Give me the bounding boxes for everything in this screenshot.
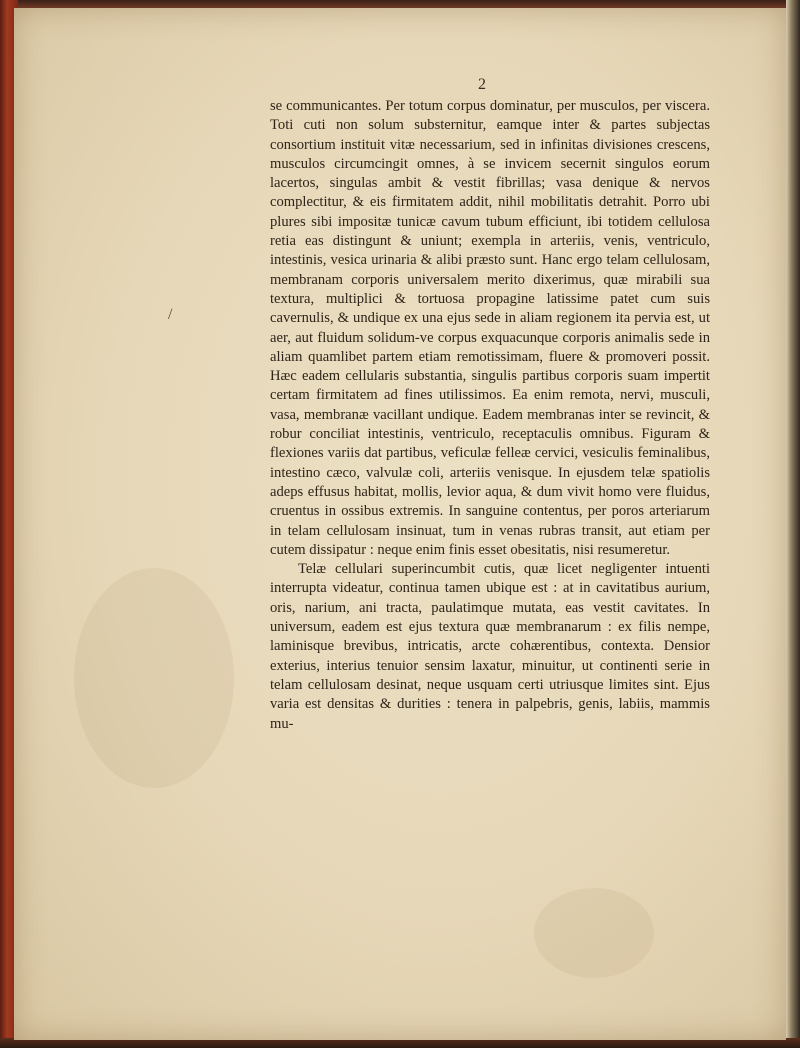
page-stack-edge: [786, 0, 800, 1048]
paper-stain: [534, 888, 654, 978]
paragraph: Telæ cellulari superincumbit cutis, quæ licet negligenter intuenti interrupta videatur, continua tamen ubique est : at in cavitatibus aurium, oris, narium, ani tracta, paulatimque mutata, eas vestit cavitates. In universum, eadem est ejus textura quæ membranarum : ex filis nempe, laminisque brevibus, intricatis, arcte cohærentibus, contexta. Densior exterius, interius tenuior sensim laxatur, minuitur, ut continenti serie in telam cellulosam desinat, neque usquam certi utriusque limites sint. Ejus varia est densitas & durities : tenera in palpebris, genis, labiis, mammis mu-: [270, 561, 710, 732]
paragraph: se communicantes. Per totum corpus dominatur, per musculos, per viscera. Toti cuti non solum substernitur, eamque inter & partes subjectas consortium instituit vitæ necessarium, sed in infinitas divisiones crescens, musculos circumcingit omnes, à se invicem secernit singulos eorum lacertos, singulas ambit & vestit fibrillas; vasa denique & nervos complectitur, & eis firmitatem addit, nihil mobilitatis detrahit. Porro ubi plures sibi impositæ tunicæ cavum tubum efficiunt, ibi totidem cellulosa retia eas distingunt & uniunt; exempla in arteriis, venis, ventriculo, intestinis, vesica urinaria & alibi præsto sunt. Hanc ergo telam cellulosam, membranam corporis universalem merito dixerimus, quæ mirabili sua textura, multiplici & tortuosa propagine latissime patet cum suis cavernulis, & undique ex una ejus sede in aliam regionem ita pervia est, ut aer, aut fluidum solidum-ve corpus exquacunque corporis animalis sede in aliam quamlibet partem etiam remotissimam, fluere & promoveri possit. Hæc eadem cellularis substantia, singulis partibus corporis suam impertit certam firmitatem ad fines utilissimos. Ea enim remota, nervi, musculi, vasa, membranæ vacillant undique. Eadem membranas inter se revincit, & robur conciliat intestinis, ventriculo, receptaculis omnibus. Figuram & flexiones variis dat partibus, veficulæ felleæ cervici, vesiculis feminalibus, intestino cæco, valvulæ coli, arteriis venisque. In ejusdem telæ spatiolis adeps effusus habitat, mollis, levior aqua, & dum vivit homo vere fluidus, cruentus in ossibus extremis. In sanguine contentus, per poros arteriarum in telam cellulosam insinuat, tum in venas rubras transit, aut etiam per cutem dissipatur : neque enim finis esset obesitatis, nisi resumeretur.: [270, 98, 710, 558]
page-number: 2: [478, 76, 486, 93]
paper-stain: [74, 568, 234, 788]
margin-mark: /: [168, 306, 173, 323]
body-text: [270, 97, 710, 734]
top-edge: [0, 0, 800, 8]
